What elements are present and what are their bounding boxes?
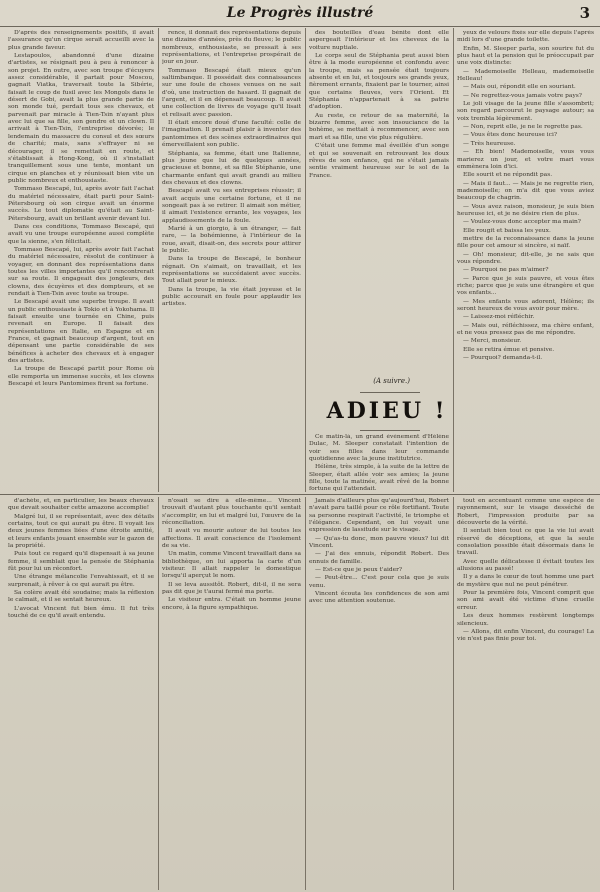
paragraph: — Mais oui, répondit elle en souriant. (463, 84, 576, 91)
article-column-5 (309, 434, 449, 492)
paragraph: — Qu'as-tu donc, mon pauvre vieux? lui dit Vincent. (309, 535, 449, 550)
paragraph: Enfin, M. Sleeper parla, son sourire fut du plus haut et la pension qui le préoccupait par une voix distincte: (457, 45, 594, 67)
paragraph: n'osait se dire à elle-même... Vincent trouvait d'autant plus touchante qu'il sentait s'accomplir, en lui et malgré lui, l'œuvre de la réconciliation. (162, 498, 301, 527)
paragraph: — Eh bien! Mademoiselle, vous vous marierez un jour, et votre mari vous emmènera loin d'ici. (457, 149, 594, 170)
paragraph: — Allons, dit enfin Vincent, du courage! La vie n'est pas finie pour toi. (457, 628, 594, 643)
article-column-9 (309, 498, 449, 888)
paragraph: — Mais oui, réfléchissez, ma chère enfant, et ne vous pressez pas de me répondre. (457, 322, 594, 337)
paragraph: Puis tout ce regard qu'il dispensait à sa jeune femme, il semblait que la pensée de Stéphania fût pour lui un réconfort. (8, 551, 154, 573)
paragraph: — Laissez-moi réfléchir. (463, 314, 535, 321)
article-column-1 (8, 30, 154, 492)
a-suivre-label: (A suivre.) (373, 377, 410, 385)
column-rule (305, 28, 306, 492)
paragraph: Le corps seul de Stéphania peut aussi bien être à la mode européenne et confondu avec la troupe, mais sa pensée était toujours absente et en lui, et toujours ses grands yeux, fièrement errants, fixaient par le tourner, ainsi que certains fleuves, vers l'Orient. Et Stéphania n'appartenait à sa patrie d'adoption. (309, 53, 449, 111)
page-number: 3 (579, 4, 590, 22)
paragraph: — Vous avez raison, monsieur, je suis bien heureuse ici, et je ne désire rien de plus. (457, 203, 594, 217)
paragraph: Lestapoulos, abandonné d'une dizaine d'artistes, se résignait peu à peu à renoncer à son projet. En outre, avec son troupe d'écuyers assez considérable, il partait pour Moscou, gagnait Viatka, traversait toute la Sibérie, faisait le coup de fusil avec les Mongols dans le désert de Gobi, avait la plus grande partie de son monde tué, perdait tous ses chevaux, et parvenait par miracle à Tien-Tsin n'ayant plus avec lui que sa fille, son gendre et un clown. Il arrivait à Tien-Tsin, l'entreprise dévorée; le lendemain du massacre du consul et des sœurs de charité; mais, sans s'effrayer ni se décourager, il se remettait en route, et s'établissait à Hong-Kong, où il s'installait tranquillement sous une tente, montant un cirque en planches et y réunissait bien vite un public nombreux et enthousiaste. (8, 53, 154, 184)
paragraph: rence, il donnait des représentations depuis une dizaine d'années, près du fleuve; le public nombreux, enthousiaste, se pressait à ses représentations, et l'entreprise prospérait de jour en jour. (162, 30, 301, 66)
paragraph: Tommaso Bescapé, lui, après avoir fait l'achat du matériel nécessaire, résolut de continuer à voyager, en donnant des représentations dans toutes les villes importantes qu'il rencontrerait sur sa route. Il engageait des jongleurs, des clowns, des écuyères et des dompteurs, et se rendait à Tien-Tsin avec toute sa troupe. (8, 246, 154, 298)
paragraph: Tommaso Bescapé était mieux qu'un saltimbanque. Il possédait des connaissances sur une foule de choses venues on ne sait d'où, une instruction de hasard. Il gagnait de l'argent, et il en dépensait beaucoup. Il avait une collection de livres de voyage qu'il lisait et relisait avec passion. (162, 67, 301, 118)
section-separator (0, 494, 600, 495)
article-column-4 (457, 30, 594, 492)
paragraph: Stéphania, sa femme, était une Italienne, plus jeune que lui de quelques années, gracieuse et bonne, et sa fille Stéphanie, une charmante enfant qui avait grandi au milieu des chevaux et des clowns. (162, 150, 301, 186)
paragraph: Elle se retira émue et pensive. (463, 346, 555, 353)
paragraph: L'avocat Vincent fut bien ému. Il fut très touché de ce qu'il avait entendu. (8, 605, 154, 620)
paragraph: Il se leva aussitôt. Robert, dit-il, il ne sera pas dit que je t'aurai fermé ma porte. (162, 581, 301, 596)
paragraph: yeux de velours fixés sur elle depuis l'après midi lors d'une grande toilette. (457, 30, 594, 44)
paragraph: Elle sourit et ne répondit pas. (463, 172, 553, 179)
paragraph: Il était encore doué d'une faculté: celle de l'imagination. Il prenait plaisir à inventer des pantomimes et des scènes extraordinaires qui émerveillaient son public. (162, 120, 301, 149)
paragraph: Pour la première fois, Vincent comprit que son ami avait été victime d'une cruelle erreur. (457, 590, 594, 611)
paragraph: D'après des renseignements positifs, il avait l'assurance qu'un cirque serait accueilli avec la plus grande faveur. (8, 30, 154, 51)
paragraph: — Ne regrettez-vous jamais votre pays? (463, 92, 582, 99)
paragraph: Les deux hommes restèrent longtemps silencieux. (457, 613, 594, 627)
paragraph: Le visiteur entra. C'était un homme jeune encore, à la figure sympathique. (162, 597, 301, 611)
paragraph: Il y a dans le cœur de tout homme une part de mystère que nul ne peut pénétrer. (457, 574, 594, 588)
paragraph: Dans ces conditions, Tommaso Bescapé, qui avait vu une troupe européenne aussi complète que la sienne, s'en félicitait. (8, 223, 154, 245)
paragraph: mettre de la reconnaissance dans la jeune fille pour cet amour si sincère, si naïf. (457, 235, 594, 250)
paragraph: tout en accentuant comme une espèce de rayonnement, sur le visage desséché de Robert, l'impression produite par sa découverte de la vérité. (457, 498, 594, 527)
article-column-3 (309, 30, 449, 370)
paragraph: Une étrange mélancolie l'envahissait, et il se surprenait, à rêver à ce qui aurait pu être. (8, 574, 154, 588)
paragraph: Sa colère avait été soudaine; mais la réflexion le calmait, et il se sentait heureux. (8, 590, 154, 604)
paragraph: Bescapé avait vu ses entreprises réussir; il avait acquis une certaine fortune, et il ne songeait pas à se retirer. Il aimait son métier, il aimait l'existence errante, les voyages, les applaudissements de la foule. (162, 188, 301, 224)
page-header (0, 0, 600, 27)
paragraph: — Voulez-vous donc accepter ma main? (463, 219, 581, 226)
article-column-10 (457, 498, 594, 888)
paragraph: — J'ai des ennuis, répondit Robert. Des ennuis de famille. (309, 551, 449, 565)
paragraph: Avec quelle délicatesse il évitait toutes les allusions au passé! (457, 558, 594, 573)
paragraph: des bouteilles d'eau bénite dont elle aspergeait l'intérieur et les cheveux de la voiture nuptiale. (309, 30, 449, 51)
paragraph: Dans la troupe, la vie était joyeuse et le public accourait en foule pour applaudir les artistes. (162, 286, 301, 308)
paragraph: — Parce que je suis pauvre, et vous êtes riche; parce que je suis une étrangère et que vos enfants... (457, 275, 594, 297)
paragraph: — Non, reprit elle, je ne le regrette pas. (463, 124, 583, 131)
column-rule (453, 497, 454, 890)
paragraph: — Très heureuse. (463, 140, 516, 147)
paragraph: Marié à un giorgio, à un étranger, — fait rare, — la bohémienne, à l'intérieur de la roue, avait, disait-on, des secrets pour attirer le public. (162, 225, 301, 254)
heading-rule (360, 430, 420, 431)
paragraph: La troupe de Bescapé partit pour Rome où elle remporta un immense succès, et les clowns Bescapé et leurs Pantomimes firent sa fortune. (8, 366, 154, 388)
paragraph: Tommaso Bescapé, lui, après avoir fait l'achat du matériel nécessaire, était parti pour Saint-Pétersbourg où son cirque avait un énorme succès. Le tout diplomatie qu'était au Saint-Pétersbourg, avait un brillant avenir devant lui. (8, 186, 154, 222)
paragraph: Vincent écouta les confidences de son ami avec une attention soutenue. (309, 591, 449, 605)
paragraph: C'était une femme mal éveillée d'un songe et qui se souvenait en retrouvant les doux rêves de son enfance, qui ne s'était jamais sentie vraiment heureuse sur le sol de la France. (309, 143, 449, 179)
paragraph: — Pourquoi ne pas m'aimer? (463, 267, 549, 274)
paragraph: Hélène, très simple, à la suite de la lettre de Sleeper, était allée voir ses amies; la jeune fille, toute la matinée, avait rêvé de la bonne fortune qui l'attendait. (309, 464, 449, 492)
paragraph: Au reste, ce retour de sa maternité, la bizarre femme, avec son insouciance de la bohème, se mettait à recommencer, avec son mari et sa fille, une vie plus régulière. (309, 112, 449, 141)
paragraph: — Mais il faut... — Mais je ne regrette rien, mademoiselle; on m'a dit que vous aviez beaucoup de chagrin. (457, 180, 594, 202)
paragraph: Le Bescapé avait une superbe troupe. Il avait un public enthousiaste à Tokio et à Yokohama. Il faisait ensuite une tournée en Chine, puis revenait en Europe. Il faisait des représentations en Italie, en Espagne et en France, et gagnait beaucoup d'argent, tout en dépensant une partie considérable de ses bénéfices à acheter des chevaux et à engager des artistes. (8, 299, 154, 365)
paragraph: — Merci, monsieur. (463, 338, 522, 345)
column-rule (158, 497, 159, 890)
paragraph: Le joli visage de la jeune fille s'assombrit; son regard parcourut le paysage autour; sa voix trembla légèrement. (457, 101, 594, 122)
column-rule (158, 28, 159, 492)
paragraph: — Pourquoi? demanda-t-il. (463, 355, 543, 362)
article-column-8 (162, 498, 301, 888)
paragraph: Un matin, comme Vincent travaillait dans sa bibliothèque, on lui apporta la carte d'un visiteur. Il allait rappeler le domestique lorsqu'il aperçut le nom. (162, 551, 301, 580)
paragraph: — Est-ce que je peux t'aider? (315, 567, 403, 574)
newspaper-title: Le Progrès illustré (226, 5, 374, 21)
article-column-2 (162, 30, 301, 492)
paragraph: Il avait vu mourir autour de lui toutes les affections. Il avait conscience de l'isolement de sa vie. (162, 528, 301, 550)
paragraph: — Mademoiselle Helleau, mademoiselle Helleau! (457, 68, 594, 83)
paragraph: — Mes enfants vous adorent, Hélène; ils seront heureux de vous avoir pour mère. (457, 298, 594, 313)
paragraph: — Vous êtes donc heureuse ici? (463, 132, 558, 139)
paragraph: Jamais d'ailleurs plus qu'aujourd'hui, Robert n'avait paru taillé pour ce rôle fortifiant. Toute sa personne respirait l'activité, le triomphe et l'élégance. Cependant, on lui voyait une expression de lassitude sur le visage. (309, 498, 449, 534)
article-column-7 (8, 498, 154, 888)
paragraph: Dans la troupe de Bescapé, le bonheur régnait. On s'aimait, on travaillait, et les représentations se succédaient avec succès. Tout allait pour le mieux. (162, 256, 301, 285)
heading-rule (360, 392, 420, 393)
paragraph: Malgré lui, il se représentait, avec des détails certains, tout ce qui aurait pu être. Il voyait les deux jeunes femmes liées d'une étroite amitié, et leurs enfants jouant ensemble sur le gazon de la propriété. (8, 513, 154, 550)
feuilleton-heading: ADIEU ! (326, 398, 448, 424)
paragraph: d'achète, et, en particulier, les beaux chevaux que devait souhaiter cette amazone accomplie! (8, 498, 154, 512)
paragraph: Elle rougit et baissa les yeux. (463, 227, 551, 234)
paragraph: — Oh! monsieur, dit-elle, je ne sais que vous répondre. (457, 251, 594, 265)
paragraph: Il sentait bien tout ce que la vie lui avait réservé de déceptions, et que la seule consolation possible était désormais dans le travail. (457, 528, 594, 557)
paragraph: — Peut-être... C'est pour cela que je suis venu. (309, 575, 449, 589)
column-rule (305, 497, 306, 890)
paragraph: Ce matin-là, un grand événement d'Hélène Dulac, M. Sleeper constatait l'intention de voir ses filles dans leur commande quotidienne avec la jeune institutrice. (309, 434, 449, 463)
